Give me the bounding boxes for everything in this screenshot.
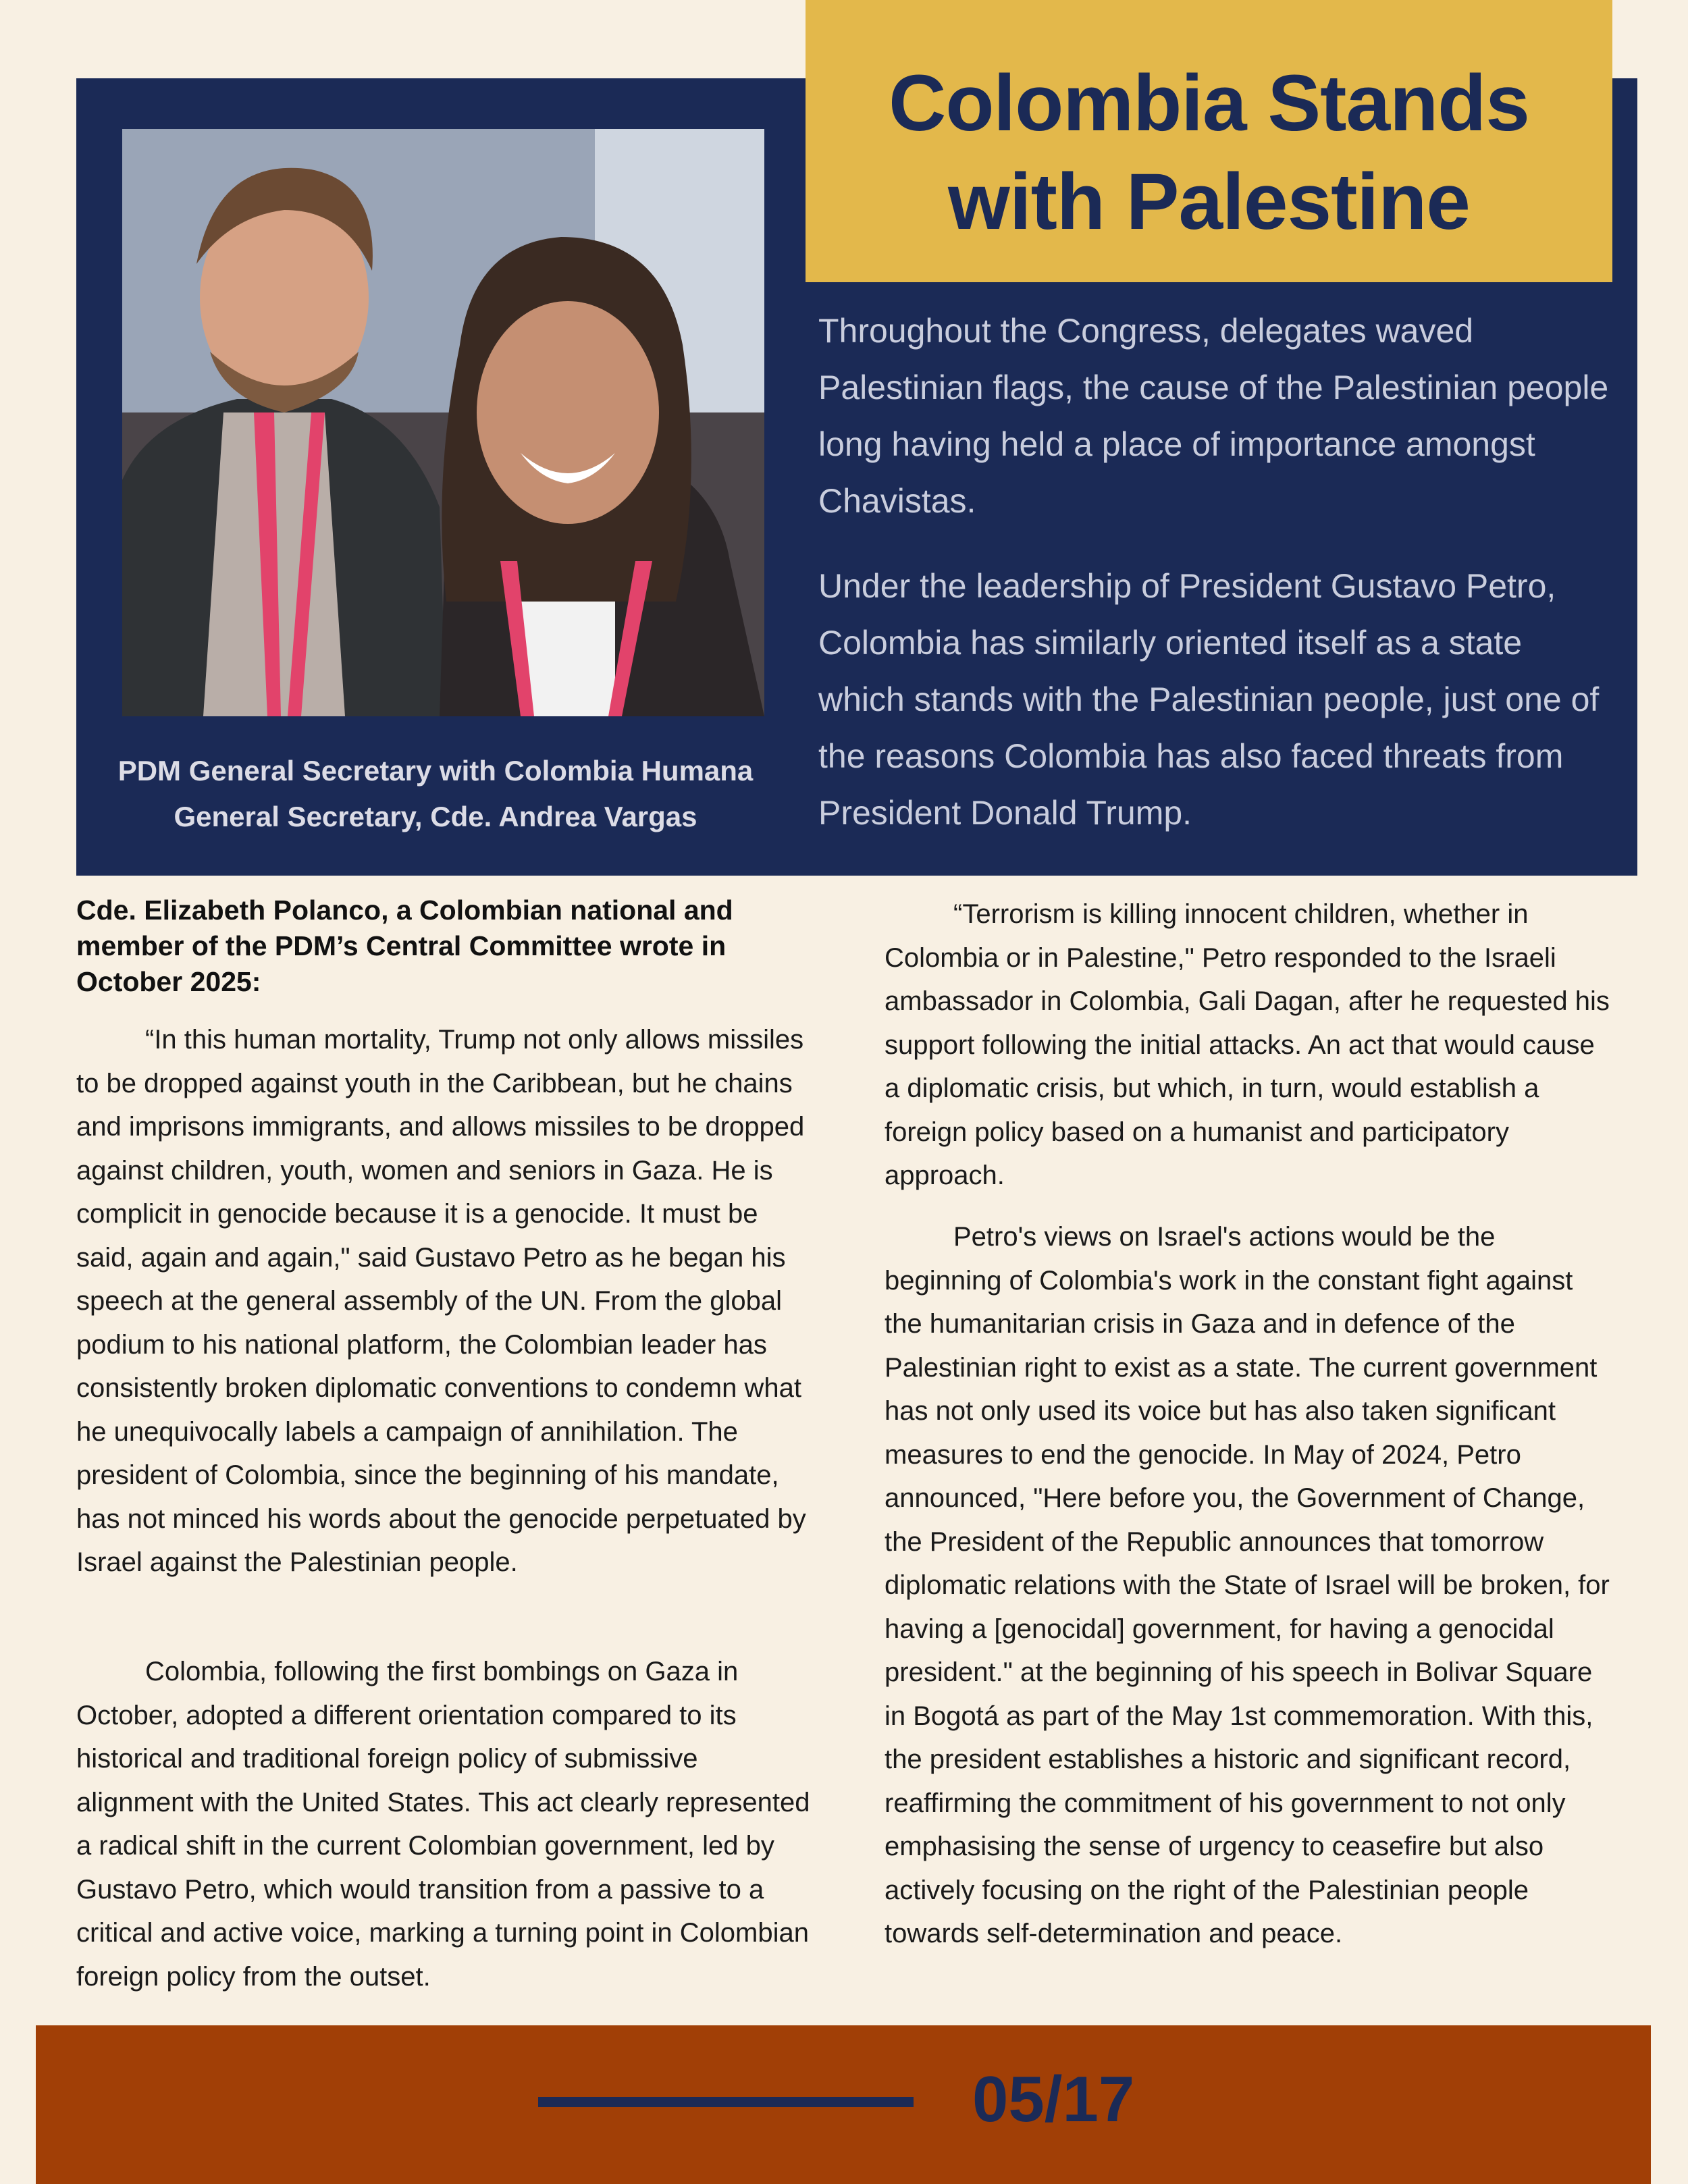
right-paragraph-2: Petro's views on Israel's actions would be the beginning of Colombia's work in the constant fight against the humanitarian crisis in Gaza and in defence of the Palestinian right to exist as a state. The current government has not only used its voice but has also taken significant measures to end the genocide. In May of 2024, Petro announced, "Here before you, the Government of Change, the President of the Republic announces that tomorrow diplomatic relations with the State of Israel will be broken, for having a [genocidal] government, for having a genocidal president." at the beginning of his speech in Bolivar Square in Bogotá as part of the May 1st commemoration. With this, the president establishes a historic and significant record, reaffirming the commitment of his government to not only emphasising the sense of urgency to ceasefire but also actively focusing on the right of the Palestinian people towards self-determination and peace. — [885, 1222, 1610, 1948]
title-line-1: Colombia Stands — [889, 59, 1529, 148]
title-line-2: with Palestine — [948, 157, 1470, 246]
page-title — [806, 54, 1612, 251]
intro-paragraph-2: Under the leadership of President Gustavo Petro, Colombia has similarly oriented itself as a state which stands with the Palestinian people, just one of the reasons Colombia has also faced threats from President Donald Trump. — [818, 567, 1600, 832]
page-number: 05/17 — [972, 2063, 1135, 2135]
caption-line-2: General Secretary, Cde. Andrea Vargas — [174, 801, 697, 832]
caption-line-1: PDM General Secretary with Colombia Humana — [117, 755, 754, 787]
left-paragraph-1: “In this human mortality, Trump not only allows missiles to be dropped against youth in the Caribbean, but he chains and imprisons immigrants, and allows missiles to be dropped against children, youth, women and seniors in Gaza. He is complicit in genocide because it is a genocide. It must be said, again and again," said Gustavo Petro as he began his speech at the general assembly of the UN. From the global podium to his national platform, the Colombian leader has consistently broken diplomatic conventions to condemn what he unequivocally labels a campaign of annihilation. The president of Colombia, since the beginning of his mandate, has not minced his words about the genocide perpetuated by Israel against the Palestinian people. — [76, 1025, 806, 1577]
delegates-photo — [122, 129, 764, 716]
article-lead: Cde. Elizabeth Polanco, a Colombian national and member of the PDM’s Central Committee wrote in October 2025: — [76, 895, 733, 997]
right-paragraph-1: “Terrorism is killing innocent children, whether in Colombia or in Palestine," Petro responded to the Israeli ambassador in Colombia, Gali Dagan, after he requested his support following the initial attacks. An act that would cause a diplomatic crisis, but which, in turn, would establish a foreign policy based on a humanist and participatory approach. — [885, 899, 1610, 1190]
intro-paragraph-1: Throughout the Congress, delegates waved Palestinian flags, the cause of the Palestinian people long having held a place of importance amongst Chavistas. — [818, 312, 1609, 520]
left-paragraph-2: Colombia, following the first bombings on Gaza in October, adopted a different orientation compared to its historical and traditional foreign policy of submissive alignment with the United States. This act clearly represented a radical shift in the current Colombian government, led by Gustavo Petro, which would transition from a passive to a critical and active voice, marking a turning point in Colombian foreign policy from the outset. — [76, 1657, 810, 1992]
photo-caption — [81, 748, 790, 840]
footer-divider-line — [538, 2097, 914, 2107]
photo-illustration — [122, 129, 764, 716]
